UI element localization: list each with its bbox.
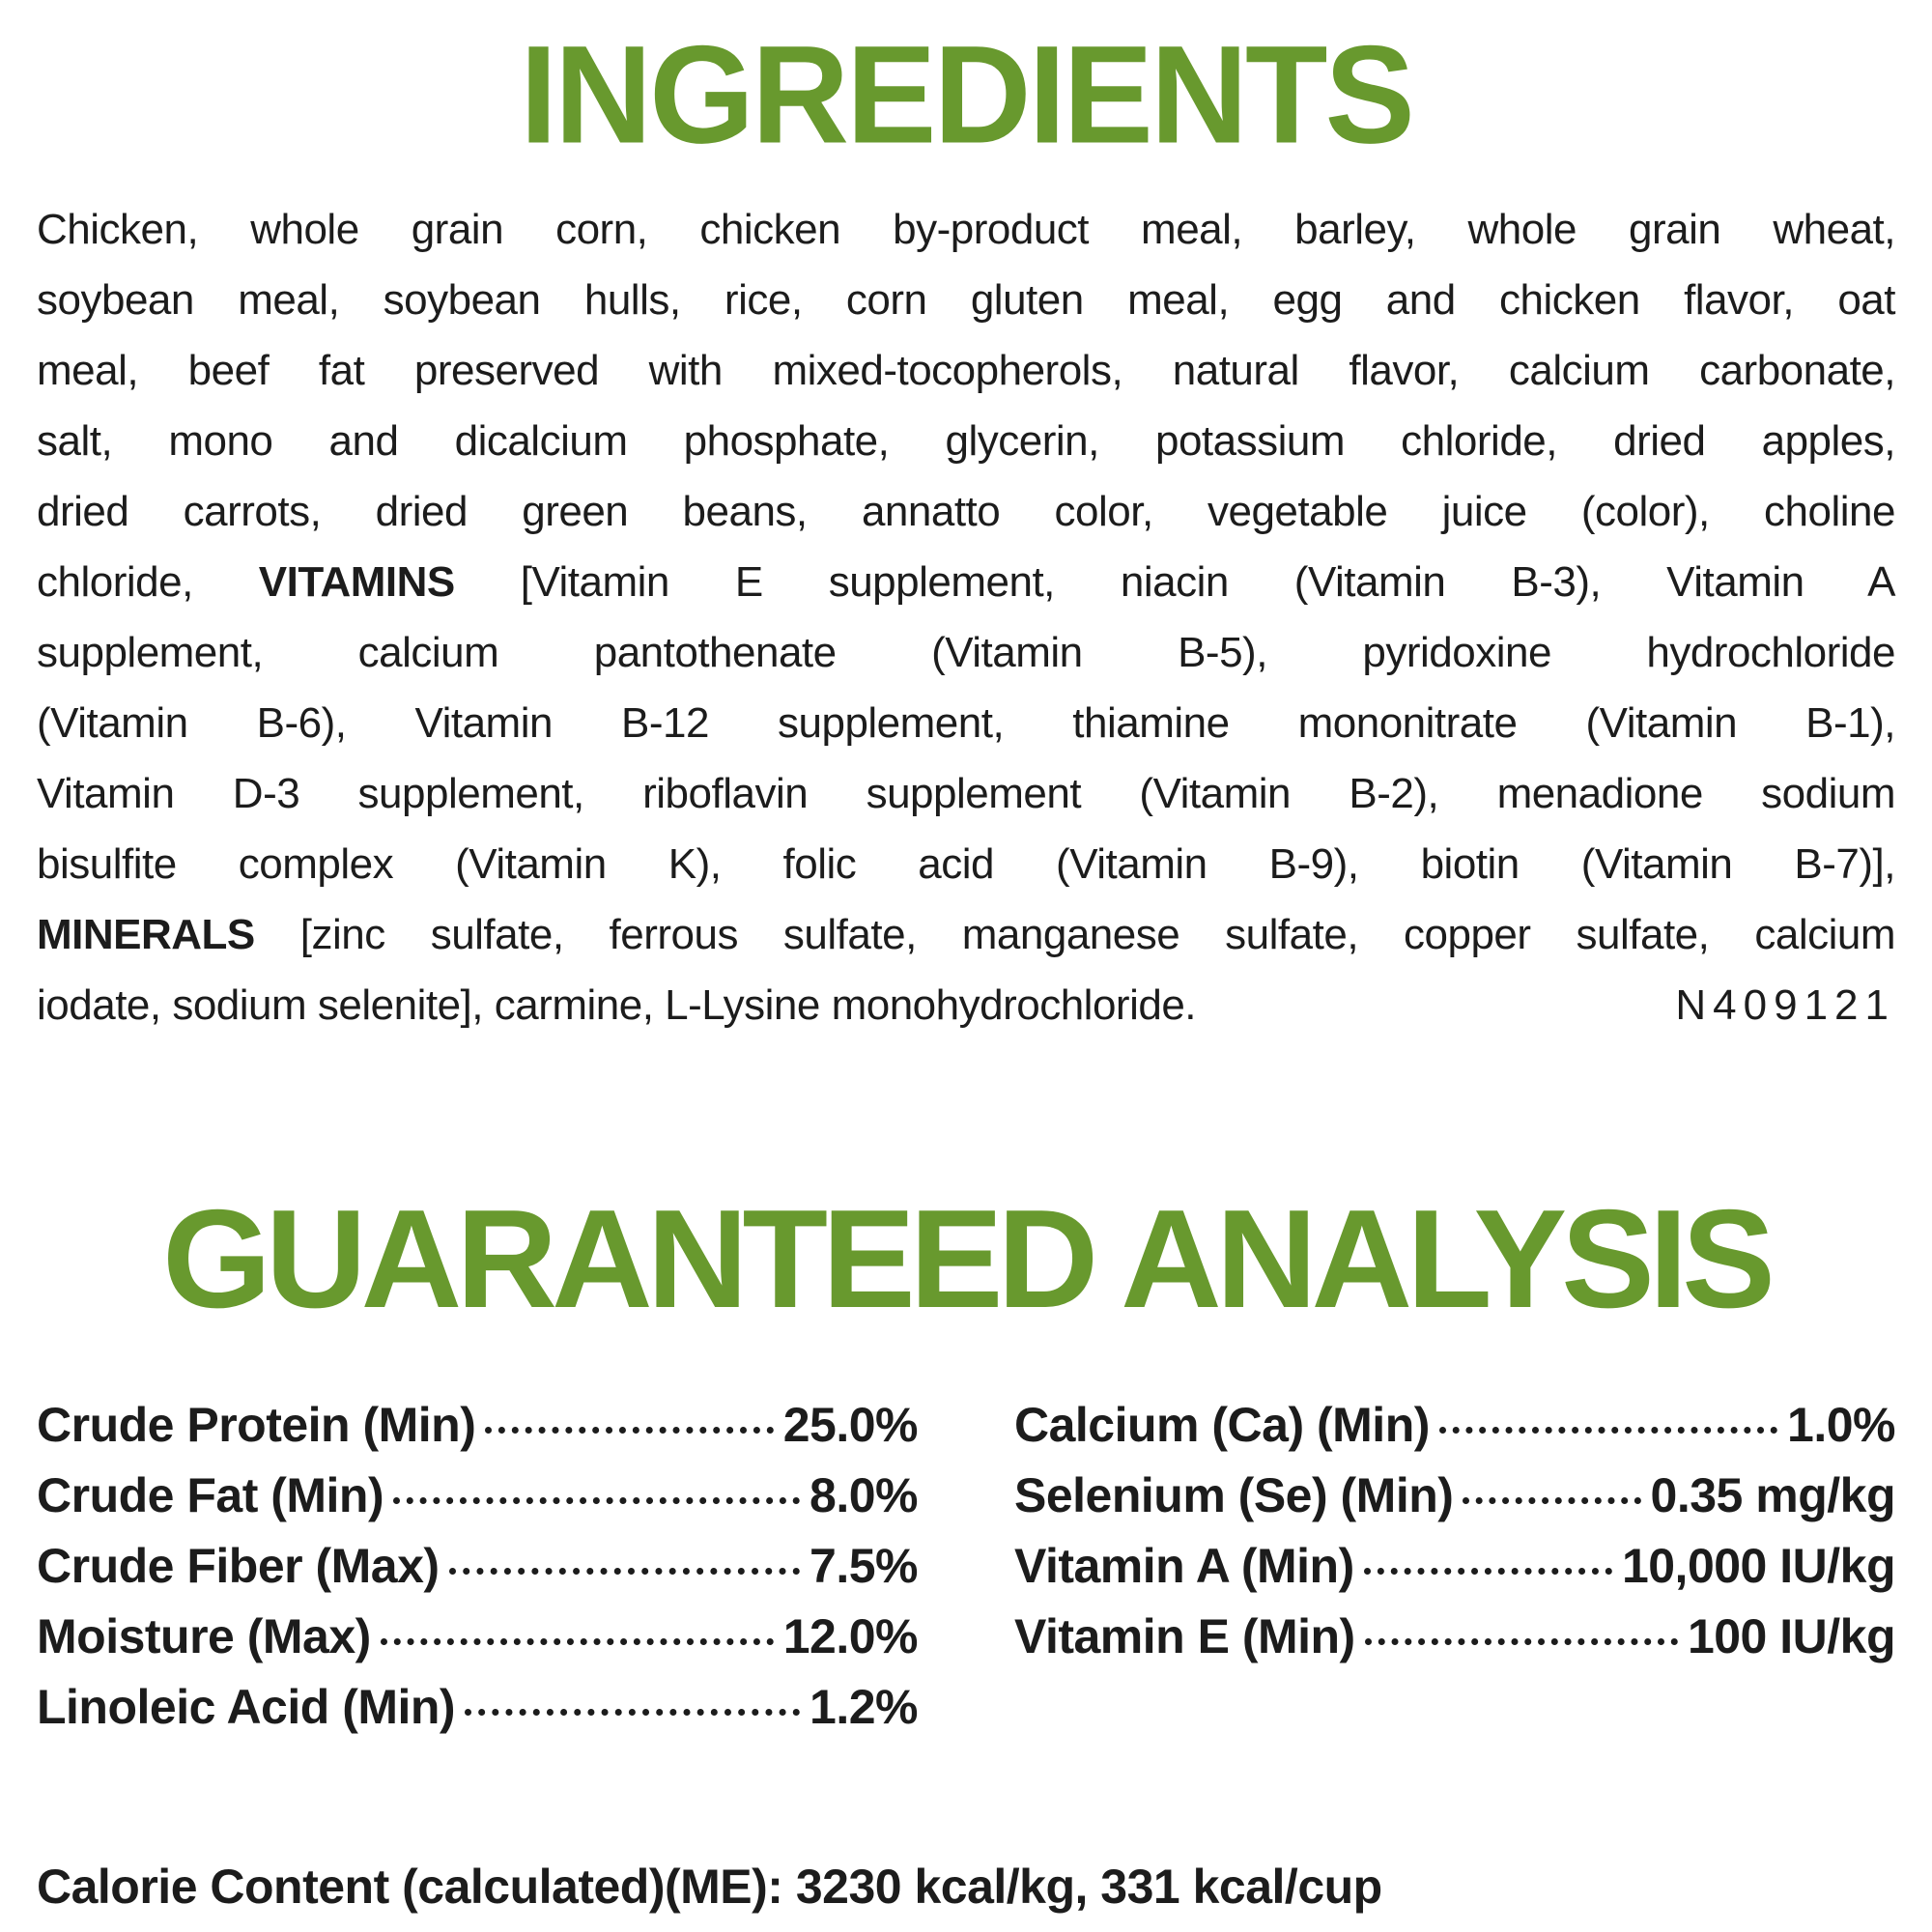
analysis-row [1014, 1461, 1895, 1531]
analysis-value: 25.0% [782, 1398, 918, 1453]
analysis-value: 100 IU/kg [1687, 1609, 1895, 1664]
ingredient-line [37, 970, 1895, 1040]
ingredient-text: chloride, [37, 558, 259, 606]
ingredient-line [37, 688, 1895, 758]
analysis-row [37, 1672, 918, 1743]
analysis-value: 8.0% [810, 1468, 918, 1523]
analysis-row [37, 1390, 918, 1461]
ingredient-line [37, 617, 1895, 688]
ingredient-text: salt, mono and dicalcium phosphate, glycerin, potassium chloride, dried apples, [37, 417, 1895, 465]
analysis-row [1014, 1602, 1895, 1672]
ingredient-text: [Vitamin E supplement, niacin (Vitamin B-3), Vitamin A [454, 558, 1895, 606]
analysis-row [37, 1602, 918, 1672]
analysis-value: 1.2% [810, 1680, 918, 1735]
analysis-row [37, 1531, 918, 1602]
ingredient-text: bisulfite complex (Vitamin K), folic acid (Vitamin B-9), biotin (Vitamin B-7)], [37, 840, 1895, 888]
ingredient-group-label: VITAMINS [258, 558, 455, 606]
analysis-value: 7.5% [810, 1539, 918, 1594]
dot-leader [449, 1568, 800, 1575]
ingredients-paragraph [37, 194, 1895, 1040]
analysis-value: 0.35 mg/kg [1650, 1468, 1895, 1523]
analysis-label: Calcium (Ca) (Min) [1014, 1398, 1430, 1453]
ingredient-line-text [37, 629, 1895, 676]
ingredient-line-text [37, 347, 1895, 394]
dot-leader [381, 1638, 774, 1645]
ingredient-line [37, 476, 1895, 547]
analysis-label: Selenium (Se) (Min) [1014, 1468, 1454, 1523]
ingredient-line [37, 899, 1895, 970]
ingredient-text: (Vitamin B-6), Vitamin B-12 supplement, thiamine mononitrate (Vitamin B-1), [37, 699, 1895, 747]
analysis-label: Vitamin E (Min) [1014, 1609, 1355, 1664]
analysis-value: 1.0% [1787, 1398, 1895, 1453]
dot-leader [1365, 1638, 1678, 1645]
ingredient-line [37, 829, 1895, 899]
ingredients-title: INGREDIENTS [520, 15, 1412, 173]
calorie-content: Calorie Content (calculated)(ME): 3230 kcal/kg, 331 kcal/cup [37, 1860, 1382, 1915]
dot-leader [393, 1497, 800, 1504]
ingredient-text: meal, beef fat preserved with mixed-tocopherols, natural flavor, calcium carbonate, [37, 347, 1895, 394]
dot-leader [465, 1709, 800, 1716]
analysis-value: 12.0% [782, 1609, 918, 1664]
ingredient-line [37, 547, 1895, 617]
ingredient-line-text [37, 276, 1895, 324]
ingredient-line-text [37, 699, 1895, 747]
batch-code: N409121 [1675, 981, 1895, 1029]
ingredient-line-text [37, 840, 1895, 888]
analysis-label: Moisture (Max) [37, 1609, 371, 1664]
ingredient-group-label: MINERALS [37, 911, 255, 958]
ingredient-line [37, 406, 1895, 476]
ingredient-line-text [37, 206, 1895, 253]
analysis-value: 10,000 IU/kg [1621, 1539, 1895, 1594]
analysis-left-column [37, 1390, 918, 1743]
ingredient-line-text [37, 488, 1895, 535]
dot-leader [485, 1427, 773, 1434]
ingredient-text: dried carrots, dried green beans, annatto color, vegetable juice (color), choline [37, 488, 1895, 535]
ingredient-text: Chicken, whole grain corn, chicken by-product meal, barley, whole grain wheat, [37, 206, 1895, 253]
ingredient-line [37, 335, 1895, 406]
ingredient-text: Vitamin D-3 supplement, riboflavin supplement (Vitamin B-2), menadione sodium [37, 770, 1895, 817]
ingredient-line-text [37, 970, 1196, 1040]
ingredient-text: supplement, calcium pantothenate (Vitamin B-5), pyridoxine hydrochloride [37, 629, 1895, 676]
analysis-row [1014, 1531, 1895, 1602]
ingredient-text: [zinc sulfate, ferrous sulfate, manganese sulfate, copper sulfate, calcium [254, 911, 1895, 958]
analysis-row [1014, 1390, 1895, 1461]
dot-leader [1439, 1427, 1777, 1434]
ingredient-line-text [37, 770, 1895, 817]
analysis-right-column [1014, 1390, 1895, 1743]
analysis-label: Crude Fiber (Max) [37, 1539, 440, 1594]
ingredient-line [37, 194, 1895, 265]
guaranteed-analysis-table [37, 1390, 1895, 1743]
analysis-label: Crude Fat (Min) [37, 1468, 384, 1523]
ingredient-line-text [37, 417, 1895, 465]
analysis-row [37, 1461, 918, 1531]
ingredient-line-text [37, 558, 1895, 606]
analysis-label: Linoleic Acid (Min) [37, 1680, 456, 1735]
ingredient-text: iodate, sodium selenite], carmine, L-Lysine monohydrochloride. [37, 981, 1197, 1029]
ingredient-line [37, 265, 1895, 335]
analysis-label: Crude Protein (Min) [37, 1398, 476, 1453]
ingredient-line-text [37, 911, 1895, 958]
guaranteed-analysis-title: GUARANTEED ANALYSIS [162, 1180, 1770, 1337]
analysis-label: Vitamin A (Min) [1014, 1539, 1354, 1594]
ingredient-line [37, 758, 1895, 829]
dot-leader [1364, 1568, 1612, 1575]
ingredient-text: soybean meal, soybean hulls, rice, corn gluten meal, egg and chicken flavor, oat [37, 276, 1895, 324]
dot-leader [1463, 1497, 1640, 1504]
